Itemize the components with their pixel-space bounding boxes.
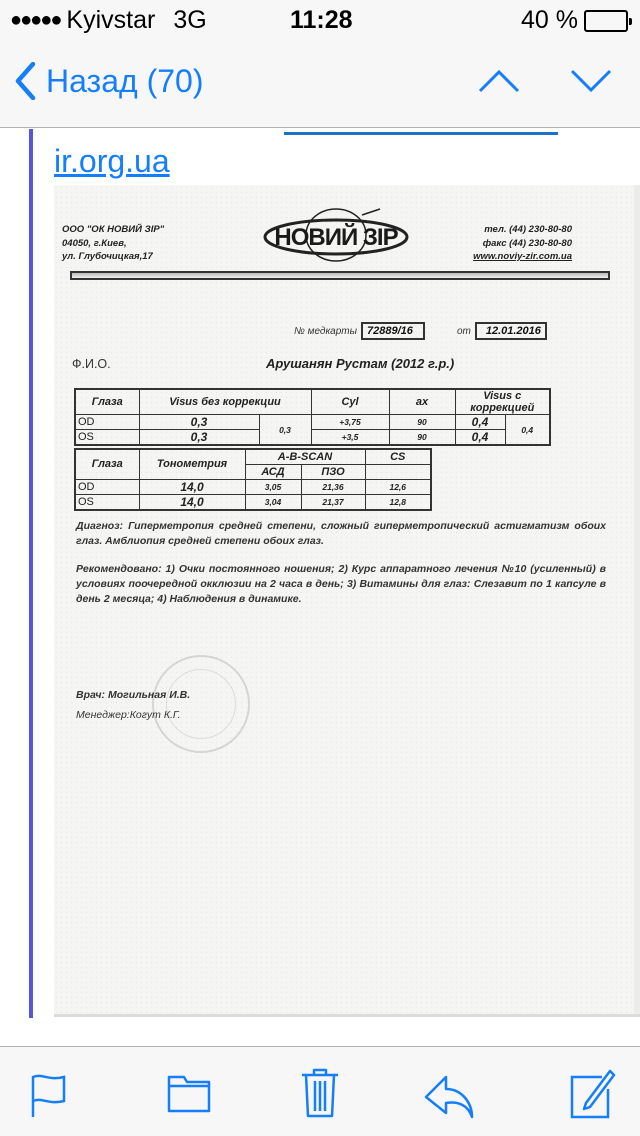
tonometry-od: 14,0 [139, 479, 245, 494]
visus-no-corr-os: 0,3 [139, 430, 259, 446]
network-type: 3G [173, 6, 207, 34]
visus-corr-os: 0,4 [455, 430, 505, 446]
acd-os: 3,04 [245, 494, 301, 510]
visus-corr-od: 0,4 [455, 415, 505, 430]
company-name: ООО "ОК НОВИЙ ЗІР" [62, 224, 165, 235]
previous-message-button[interactable] [478, 68, 520, 99]
company-street: ул. Глубочицкая,17 [62, 251, 153, 262]
header-acd: АСД [245, 464, 301, 479]
flag-button[interactable] [30, 1073, 68, 1124]
visus-table [74, 388, 551, 446]
pzo-od: 21,36 [301, 479, 365, 494]
table-row [75, 415, 550, 430]
visus-no-corr-od: 0,3 [139, 415, 259, 430]
header-ab-scan: A-B-SCAN [245, 449, 365, 464]
header-eyes: Глаза [75, 449, 139, 479]
table-header-row [75, 389, 550, 415]
recommendation-text: Рекомендовано: 1) Очки постоянного ношения; 2) Курс аппаратного лечения №10 (усиленный) в условиях поочередной окклюзии на 2 часа в день; 3) Витамины для глаз: Слезавит по 1 капсуле в день 2 месяца; 4) Наблюдения в динамике. [76, 563, 606, 605]
table-row [75, 430, 550, 446]
navigation-bar [0, 40, 640, 128]
trash-icon [300, 1067, 340, 1119]
header-cs: CS [365, 449, 431, 464]
phone: тел. (44) 230-80-80 [484, 224, 572, 235]
compose-icon [570, 1067, 616, 1119]
chevron-left-icon [14, 62, 36, 100]
company-address [62, 223, 164, 264]
acd-od: 3,05 [245, 479, 301, 494]
eye-os: OS [75, 430, 139, 446]
message-navigation [478, 68, 612, 99]
delete-button[interactable] [300, 1067, 340, 1124]
message-body[interactable] [0, 129, 640, 1046]
tonometry-scan-table [74, 448, 432, 511]
medcard-info [294, 322, 547, 340]
fio-label: Ф.И.О. [72, 357, 111, 371]
header-cyl: Cyl [311, 389, 389, 415]
header-visus-correction: Visus с коррекцией [455, 389, 550, 415]
pzo-os: 21,37 [301, 494, 365, 510]
battery-percent: 40 % [521, 6, 578, 34]
compose-button[interactable] [570, 1067, 616, 1124]
reply-button[interactable] [424, 1075, 476, 1124]
status-right [521, 6, 628, 35]
svg-text:НОВИЙ ЗІР: НОВИЙ ЗІР [274, 224, 398, 251]
cyl-os: +3,5 [311, 430, 389, 446]
table-row [75, 479, 431, 494]
header-divider [70, 271, 610, 280]
clock: 11:28 [290, 6, 353, 34]
clinic-contacts [473, 223, 572, 264]
header-eyes: Глаза [75, 389, 139, 415]
status-left [10, 6, 207, 35]
company-postal: 04050, г.Киев, [62, 237, 127, 249]
eye-od: OD [75, 479, 139, 494]
next-message-button[interactable] [570, 68, 612, 99]
date-label: от [456, 325, 471, 337]
header-visus-no-correction: Visus без коррекции [139, 389, 311, 415]
cs-od: 12,6 [365, 479, 431, 494]
back-label: Назад (70) [46, 62, 204, 99]
cyl-od: +3,75 [311, 415, 389, 430]
header-ax: ax [389, 389, 455, 415]
tonometry-os: 14,0 [139, 494, 245, 510]
reply-icon [424, 1075, 476, 1119]
ax-os: 90 [389, 430, 455, 446]
website-link[interactable]: ir.org.ua [54, 143, 170, 179]
back-button[interactable] [14, 62, 203, 100]
visus-no-corr-both: 0,3 [259, 415, 311, 446]
table-row [75, 494, 431, 510]
medcard-label: № медкарты [294, 325, 357, 337]
clinic-website: www.noviy-zir.com.ua [473, 251, 572, 262]
ax-od: 90 [389, 415, 455, 430]
document-date: 12.01.2016 [475, 322, 547, 340]
fax: факс (44) 230-80-80 [482, 237, 572, 249]
move-folder-button[interactable] [166, 1073, 212, 1118]
quote-bar [29, 129, 33, 1018]
scanned-document-image[interactable] [54, 185, 640, 1017]
header-tonometry: Тонометрия [139, 449, 245, 479]
patient-name: Арушанян Рустам (2012 г.р.) [266, 356, 455, 371]
clinic-stamp [152, 655, 250, 753]
link-partial-underline[interactable] [284, 129, 558, 135]
manager-signature: Менеджер:Когут К.Г. [76, 709, 181, 721]
header-pzo: ПЗО [301, 464, 365, 479]
visus-corr-both: 0,4 [505, 415, 550, 446]
battery-icon [584, 10, 628, 32]
clinic-logo [262, 207, 410, 263]
status-bar [0, 0, 640, 40]
eye-od: OD [75, 415, 139, 430]
flag-icon [30, 1073, 68, 1119]
scan-edge [634, 185, 640, 1014]
carrier-name: Kyivstar [66, 6, 156, 34]
cs-os: 12,8 [365, 494, 431, 510]
table-header-row [75, 449, 431, 464]
bottom-toolbar [0, 1046, 640, 1136]
medcard-number: 72889/16 [361, 322, 425, 340]
chevron-up-icon [478, 68, 520, 94]
signal-strength-icon: ●●●●● [10, 9, 61, 31]
folder-icon [166, 1073, 212, 1113]
doctor-signature: Врач: Могильная И.В. [76, 689, 191, 701]
diagnosis-text: Диагноз: Гиперметропия средней степени, сложный гиперметропический астигматизм обоих глаз. Амблиопия средней степени обоих глаз. [76, 520, 606, 547]
chevron-down-icon [570, 68, 612, 94]
header-cs-empty [365, 464, 431, 479]
eye-os: OS [75, 494, 139, 510]
